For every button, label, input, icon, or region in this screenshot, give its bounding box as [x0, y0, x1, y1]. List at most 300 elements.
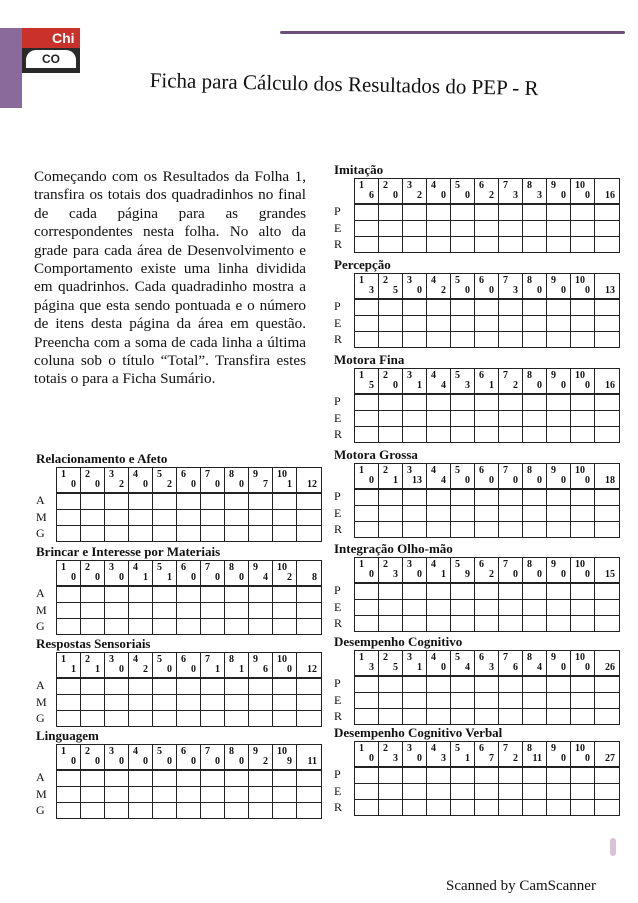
page-cell — [201, 653, 225, 677]
score-cell — [249, 711, 273, 726]
score-cell — [451, 490, 475, 505]
score-cell — [273, 695, 297, 710]
page-count-row — [354, 273, 620, 299]
item-count: 0 — [417, 753, 422, 764]
score-row — [334, 693, 620, 709]
page-number: 1 — [61, 746, 66, 757]
score-cell — [427, 221, 451, 236]
page-cell — [523, 274, 547, 298]
page-number: 3 — [109, 469, 114, 480]
page-cell — [225, 653, 249, 677]
row-letter: M — [36, 787, 47, 801]
score-cell — [571, 600, 595, 615]
score-entry-row — [354, 676, 620, 693]
item-count: 0 — [561, 380, 566, 391]
score-cell — [249, 587, 273, 602]
score-cell — [547, 768, 571, 783]
score-cell — [297, 619, 321, 634]
score-cell — [595, 427, 619, 442]
item-count: 0 — [71, 572, 76, 583]
score-cell — [403, 300, 427, 315]
section-title: Respostas Sensoriais — [36, 636, 151, 651]
score-cell — [81, 711, 105, 726]
score-cell — [427, 768, 451, 783]
score-cell — [355, 332, 379, 347]
score-cell — [177, 526, 201, 541]
row-letter: P — [334, 204, 341, 218]
score-entry-row — [354, 800, 620, 816]
score-cell — [595, 490, 619, 505]
page-count-row — [354, 463, 620, 489]
page-cell — [129, 745, 153, 769]
total-value: 16 — [605, 190, 615, 201]
score-cell — [475, 522, 499, 537]
page-number: 5 — [157, 469, 162, 480]
score-cell — [355, 768, 379, 783]
score-cell — [273, 603, 297, 618]
page-cell — [355, 651, 379, 675]
score-cell — [153, 587, 177, 602]
page-number: 6 — [479, 465, 484, 476]
page-count-row — [56, 560, 322, 586]
page-number: 10 — [277, 469, 287, 480]
score-cell — [379, 784, 403, 799]
item-count: 2 — [263, 756, 268, 767]
page-number: 9 — [253, 654, 258, 665]
page-number: 7 — [205, 562, 210, 573]
page-cell — [249, 653, 273, 677]
page-number: 7 — [503, 743, 508, 754]
score-row — [334, 316, 620, 332]
score-cell — [571, 693, 595, 708]
score-cell — [297, 526, 321, 541]
score-cell — [499, 677, 523, 692]
page-number: 9 — [253, 469, 258, 480]
score-cell — [177, 603, 201, 618]
page-number: 7 — [205, 654, 210, 665]
page-number: 3 — [407, 652, 412, 663]
page-title: Ficha para Cálculo dos Resultados do PEP - R — [149, 68, 539, 101]
page-cell — [427, 558, 451, 582]
score-cell — [177, 711, 201, 726]
score-cell — [379, 395, 403, 410]
score-cell — [451, 522, 475, 537]
item-count: 0 — [417, 569, 422, 580]
page-cell — [475, 651, 499, 675]
page-number: 8 — [229, 746, 234, 757]
score-cell — [451, 506, 475, 521]
page-number: 1 — [359, 743, 364, 754]
item-count: 1 — [143, 572, 148, 583]
score-cell — [273, 619, 297, 634]
score-cell — [379, 316, 403, 331]
score-cell — [571, 784, 595, 799]
score-cell — [249, 803, 273, 818]
score-cell — [451, 427, 475, 442]
total-cell — [595, 369, 619, 393]
page-number: 10 — [575, 652, 585, 663]
page-cell — [571, 369, 595, 393]
page-number: 9 — [551, 275, 556, 286]
score-row — [36, 526, 322, 542]
score-entry-row — [354, 767, 620, 784]
page-number: 6 — [479, 370, 484, 381]
score-cell — [595, 616, 619, 631]
score-row — [36, 603, 322, 619]
total-cell — [297, 745, 321, 769]
page-number: 2 — [383, 180, 388, 191]
page-cell — [523, 464, 547, 488]
page-cell — [403, 369, 427, 393]
score-row — [334, 394, 620, 411]
score-cell — [571, 490, 595, 505]
score-cell — [403, 395, 427, 410]
score-cell — [475, 427, 499, 442]
page-cell — [355, 558, 379, 582]
score-cell — [57, 510, 81, 525]
score-entry-row — [354, 784, 620, 800]
score-cell — [153, 603, 177, 618]
score-entry-row — [354, 600, 620, 616]
page-cell — [547, 464, 571, 488]
score-cell — [355, 600, 379, 615]
score-row — [36, 770, 322, 787]
page-cell — [571, 274, 595, 298]
item-count: 3 — [369, 285, 374, 296]
page-cell — [81, 561, 105, 585]
score-cell — [379, 800, 403, 815]
page-number: 6 — [479, 743, 484, 754]
page-number: 2 — [383, 652, 388, 663]
item-count: 2 — [513, 753, 518, 764]
page-number: 10 — [277, 654, 287, 665]
page-cell — [427, 274, 451, 298]
score-cell — [475, 784, 499, 799]
score-cell — [475, 616, 499, 631]
item-count: 0 — [585, 662, 590, 673]
logo-text-bottom: CO — [26, 50, 76, 68]
page-cell — [475, 179, 499, 203]
item-count: 3 — [513, 190, 518, 201]
score-row — [334, 600, 620, 616]
score-cell — [523, 800, 547, 815]
page-cell — [547, 651, 571, 675]
score-cell — [547, 316, 571, 331]
item-count: 0 — [71, 756, 76, 767]
score-row — [334, 237, 620, 253]
score-cell — [427, 427, 451, 442]
page-number: 8 — [527, 180, 532, 191]
score-cell — [273, 587, 297, 602]
score-cell — [177, 619, 201, 634]
score-cell — [129, 771, 153, 786]
page-number: 1 — [61, 654, 66, 665]
score-cell — [81, 603, 105, 618]
page-number: 5 — [455, 743, 460, 754]
page-cell — [355, 742, 379, 766]
page-cell — [451, 558, 475, 582]
item-count: 1 — [489, 380, 494, 391]
page-number: 3 — [407, 465, 412, 476]
score-cell — [57, 803, 81, 818]
score-cell — [249, 679, 273, 694]
score-cell — [355, 427, 379, 442]
item-count: 0 — [489, 475, 494, 486]
page-number: 4 — [431, 743, 436, 754]
score-cell — [451, 600, 475, 615]
score-cell — [379, 709, 403, 724]
item-count: 0 — [585, 475, 590, 486]
page-number: 3 — [109, 654, 114, 665]
score-entry-row — [354, 221, 620, 237]
score-grid-motora-grossa — [334, 448, 620, 538]
row-letter: G — [36, 711, 45, 725]
score-cell — [273, 803, 297, 818]
score-entry-row — [56, 678, 322, 695]
item-count: 11 — [532, 753, 542, 764]
page-number: 4 — [133, 654, 138, 665]
item-count: 0 — [513, 569, 518, 580]
page-cell — [451, 742, 475, 766]
score-cell — [297, 679, 321, 694]
row-letter: E — [334, 316, 342, 330]
row-letter: P — [334, 394, 341, 408]
item-count: 3 — [537, 190, 542, 201]
score-cell — [273, 526, 297, 541]
score-cell — [249, 787, 273, 802]
score-row — [334, 506, 620, 522]
score-cell — [57, 695, 81, 710]
score-cell — [571, 332, 595, 347]
total-cell — [297, 561, 321, 585]
page-count-row — [354, 650, 620, 676]
page-cell — [105, 561, 129, 585]
score-cell — [129, 510, 153, 525]
item-count: 6 — [513, 662, 518, 673]
page-cell — [129, 561, 153, 585]
score-cell — [105, 494, 129, 509]
score-cell — [499, 800, 523, 815]
score-cell — [475, 600, 499, 615]
item-count: 5 — [393, 285, 398, 296]
item-count: 5 — [369, 380, 374, 391]
page-cell — [475, 464, 499, 488]
page-number: 6 — [479, 652, 484, 663]
page-cell — [379, 558, 403, 582]
score-cell — [105, 695, 129, 710]
score-cell — [547, 332, 571, 347]
score-cell — [225, 587, 249, 602]
item-count: 0 — [561, 662, 566, 673]
section-title: Motora Grossa — [334, 447, 418, 462]
score-cell — [379, 768, 403, 783]
score-cell — [249, 603, 273, 618]
row-letter: E — [334, 506, 342, 520]
item-count: 7 — [489, 753, 494, 764]
score-row — [334, 204, 620, 221]
score-cell — [379, 237, 403, 252]
item-count: 9 — [287, 756, 292, 767]
score-cell — [129, 787, 153, 802]
page-cell — [379, 274, 403, 298]
item-count: 0 — [585, 569, 590, 580]
score-cell — [547, 300, 571, 315]
score-cell — [201, 587, 225, 602]
score-cell — [297, 510, 321, 525]
score-cell — [379, 427, 403, 442]
page-cell — [177, 468, 201, 492]
score-cell — [403, 600, 427, 615]
score-entry-row — [354, 522, 620, 538]
item-count: 1 — [417, 380, 422, 391]
score-cell — [153, 510, 177, 525]
page-number: 2 — [383, 743, 388, 754]
page-number: 1 — [359, 180, 364, 191]
page-cell — [355, 369, 379, 393]
score-cell — [475, 300, 499, 315]
page-count-row — [354, 557, 620, 583]
score-cell — [547, 221, 571, 236]
row-letter: R — [334, 522, 343, 536]
item-count: 0 — [537, 569, 542, 580]
score-cell — [427, 693, 451, 708]
sidebar-color-band — [0, 28, 22, 108]
page-cell — [499, 464, 523, 488]
page-number: 5 — [157, 746, 162, 757]
score-cell — [249, 526, 273, 541]
score-cell — [427, 677, 451, 692]
row-letter: E — [334, 784, 342, 798]
row-letter: E — [334, 600, 342, 614]
item-count: 0 — [561, 475, 566, 486]
score-cell — [403, 332, 427, 347]
score-cell — [427, 490, 451, 505]
page-number: 3 — [407, 559, 412, 570]
score-row — [334, 332, 620, 348]
score-cell — [225, 619, 249, 634]
page-cell — [427, 179, 451, 203]
row-letter: A — [36, 586, 45, 600]
page-cell — [201, 561, 225, 585]
score-cell — [523, 616, 547, 631]
score-cell — [355, 693, 379, 708]
score-cell — [355, 316, 379, 331]
score-cell — [451, 300, 475, 315]
page-count-row — [354, 178, 620, 204]
page-cell — [379, 464, 403, 488]
page-cell — [451, 274, 475, 298]
page-cell — [427, 464, 451, 488]
score-cell — [475, 395, 499, 410]
score-entry-row — [354, 332, 620, 348]
item-count: 1 — [167, 572, 172, 583]
item-count: 1 — [215, 664, 220, 675]
score-cell — [129, 526, 153, 541]
score-entry-row — [354, 693, 620, 709]
item-count: 0 — [537, 475, 542, 486]
page-number: 6 — [181, 654, 186, 665]
score-cell — [355, 584, 379, 599]
score-cell — [427, 300, 451, 315]
page-cell — [355, 179, 379, 203]
page-number: 5 — [455, 652, 460, 663]
score-cell — [273, 711, 297, 726]
score-cell — [403, 205, 427, 220]
section-title: Motora Fina — [334, 352, 405, 367]
page-corner-mark — [610, 838, 616, 856]
score-cell — [595, 522, 619, 537]
item-count: 6 — [369, 190, 374, 201]
score-cell — [523, 205, 547, 220]
row-letter: P — [334, 767, 341, 781]
score-cell — [499, 522, 523, 537]
page-cell — [523, 179, 547, 203]
score-grid-desempenho-cognitivo — [334, 635, 620, 725]
score-cell — [379, 205, 403, 220]
row-letter: M — [36, 603, 47, 617]
page-number: 9 — [253, 746, 258, 757]
page-cell — [273, 468, 297, 492]
page-number: 6 — [479, 180, 484, 191]
score-cell — [177, 771, 201, 786]
score-cell — [153, 494, 177, 509]
score-cell — [595, 600, 619, 615]
page-cell — [475, 558, 499, 582]
page-cell — [249, 561, 273, 585]
score-cell — [427, 205, 451, 220]
score-cell — [225, 603, 249, 618]
page-number: 8 — [527, 275, 532, 286]
page-cell — [499, 558, 523, 582]
score-cell — [273, 679, 297, 694]
page-cell — [57, 653, 81, 677]
score-cell — [225, 787, 249, 802]
item-count: 2 — [489, 190, 494, 201]
page-number: 8 — [229, 562, 234, 573]
page-number: 9 — [551, 652, 556, 663]
score-cell — [475, 800, 499, 815]
item-count: 0 — [191, 756, 196, 767]
score-cell — [57, 711, 81, 726]
score-cell — [129, 603, 153, 618]
score-cell — [379, 616, 403, 631]
row-letter: E — [334, 693, 342, 707]
score-row — [334, 767, 620, 784]
page-number: 5 — [157, 562, 162, 573]
score-cell — [81, 587, 105, 602]
item-count: 0 — [95, 479, 100, 490]
page-cell — [201, 745, 225, 769]
item-count: 0 — [585, 753, 590, 764]
score-cell — [595, 395, 619, 410]
score-cell — [201, 711, 225, 726]
total-value: 18 — [605, 475, 615, 486]
page-cell — [499, 179, 523, 203]
item-count: 3 — [513, 285, 518, 296]
score-cell — [475, 221, 499, 236]
score-cell — [81, 803, 105, 818]
page-number: 6 — [479, 559, 484, 570]
score-cell — [297, 771, 321, 786]
item-count: 0 — [215, 756, 220, 767]
score-row — [36, 586, 322, 603]
page-number: 2 — [383, 275, 388, 286]
page-cell — [225, 468, 249, 492]
score-cell — [523, 300, 547, 315]
score-cell — [403, 768, 427, 783]
page-number: 10 — [277, 562, 287, 573]
page-number: 7 — [503, 370, 508, 381]
